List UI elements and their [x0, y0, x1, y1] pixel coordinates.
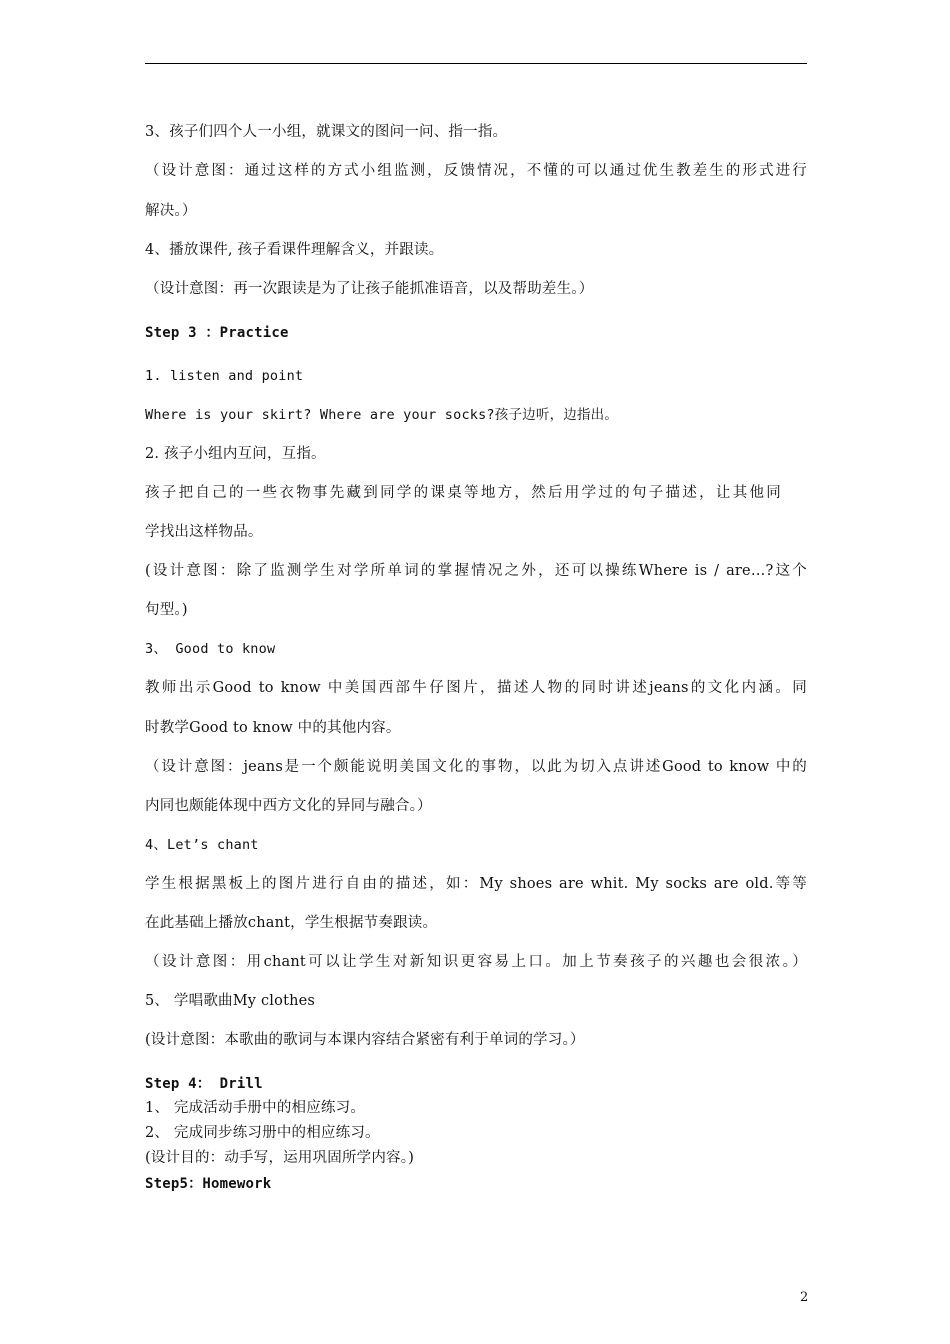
text-line: 内同也颇能体现中西方文化的异同与融合。）	[145, 798, 432, 814]
text-line: 2、 完成同步练习册中的相应练习。	[145, 1125, 380, 1141]
text-line: （设计意图：jeans是一个颇能说明美国文化的事物，以此为切入点讲述Good to know 中的	[145, 759, 807, 775]
section-heading: Step 4： Drill	[145, 1076, 263, 1092]
header-rule	[145, 63, 807, 64]
text-line: 时教学Good to know 中的其他内容。	[145, 720, 401, 736]
text-line: 学生根据黑板上的图片进行自由的描述，如：My shoes are whit. My socks are old.等等	[145, 876, 807, 892]
text-line: 4、播放课件, 孩子看课件理解含义，并跟读。	[145, 242, 444, 258]
text-line: 孩子把自己的一些衣物事先藏到同学的课桌等地方，然后用学过的句子描述，让其他同	[145, 485, 781, 501]
text-line: 句型。)	[145, 602, 188, 618]
text-line: (设计目的：动手写，运用巩固所学内容。)	[145, 1150, 415, 1166]
text-line: 学找出这样物品。	[145, 524, 263, 540]
text-line: 教师出示Good to know 中美国西部牛仔图片，描述人物的同时讲述jeans的文化内涵。同	[145, 680, 807, 696]
section-heading: Step5：Homework	[145, 1176, 272, 1192]
page-number: 2	[800, 1290, 809, 1305]
section-heading: Step 3 ：Practice	[145, 325, 289, 341]
text-line: (设计意图：本歌曲的歌词与本课内容结合紧密有利于单词的学习。）	[145, 1032, 585, 1048]
text-line: (设计意图：除了监测学生对学所单词的掌握情况之外，还可以操练Where is / are…?这个	[145, 563, 807, 579]
text-line: （设计意图：通过这样的方式小组监测，反馈情况，不懂的可以通过优生教差生的形式进行	[145, 163, 807, 179]
text-line: （设计意图：用chant可以让学生对新知识更容易上口。加上节奏孩子的兴趣也会很浓。）	[145, 954, 807, 970]
text-line: 4、Let’s chant	[145, 837, 259, 853]
text-line: 1、 完成活动手册中的相应练习。	[145, 1100, 366, 1116]
text-line: 3、 Good to know	[145, 641, 276, 657]
text-line: （设计意图：再一次跟读是为了让孩子能抓准语音，以及帮助差生。）	[145, 281, 594, 297]
text-line: 在此基础上播放chant，学生根据节奏跟读。	[145, 915, 438, 931]
text-line: 3、孩子们四个人一小组，就课文的图问一问、指一指。	[145, 124, 508, 140]
text-line: 1. listen and point	[145, 368, 304, 384]
text-line: Where is your skirt? Where are your socks?孩子边听，边指出。	[145, 407, 619, 423]
text-line: 2. 孩子小组内互问，互指。	[145, 446, 326, 462]
text-line: 解决。）	[145, 203, 197, 219]
text-line: 5、 学唱歌曲My clothes	[145, 993, 316, 1009]
